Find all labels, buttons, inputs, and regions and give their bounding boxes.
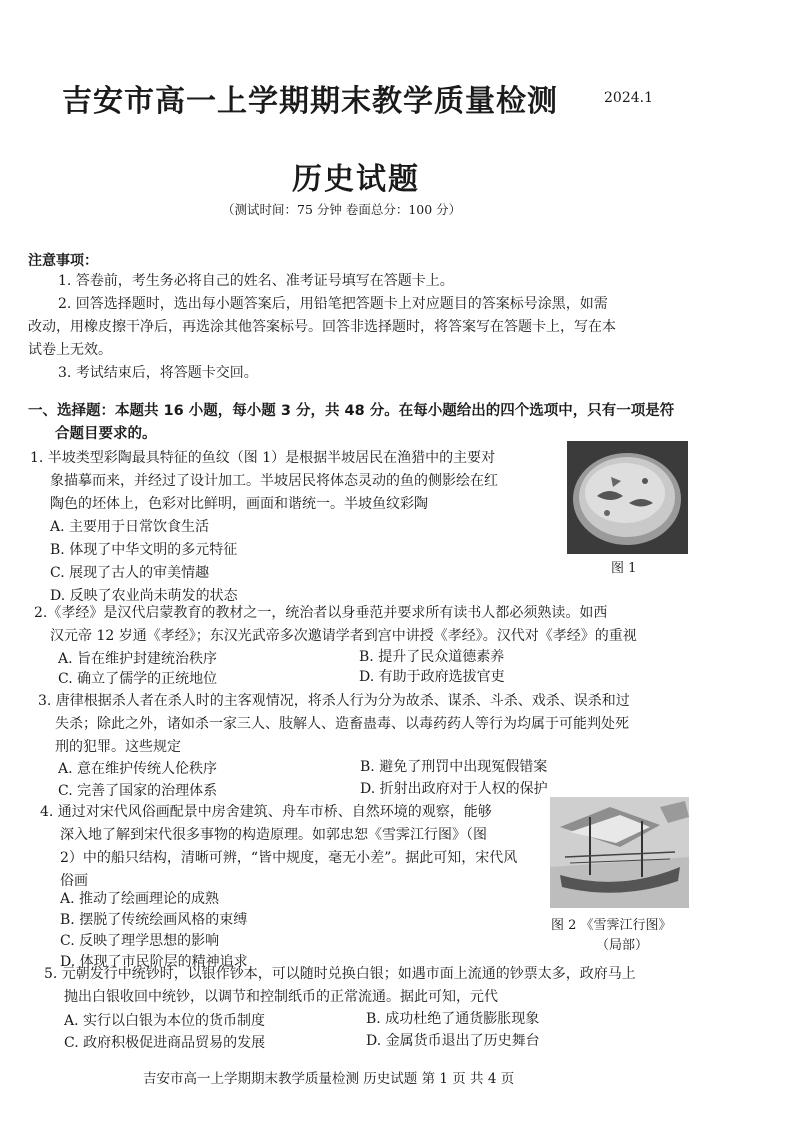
question-text: 刑的犯罪。这些规定 bbox=[55, 739, 181, 755]
option-d: D. 金属货币退出了历史舞台 bbox=[366, 1033, 540, 1049]
option-d: D. 折射出政府对于人权的保护 bbox=[360, 781, 548, 797]
option-b: B. 成功杜绝了通货膨胀现象 bbox=[366, 1011, 540, 1027]
option-a: A. 实行以白银为本位的货币制度 bbox=[64, 1013, 266, 1029]
notice-item: 改动，用橡皮擦干净后，再选涂其他答案标号。回答非选择题时，将答案写在答题卡上，写在本 bbox=[28, 319, 616, 335]
figure-caption: （局部） bbox=[596, 938, 649, 953]
option-c: C. 完善了国家的治理体系 bbox=[58, 783, 218, 799]
notice-item: 2. 回答选择题时，选出每小题答案后，用铅笔把答题卡上对应题目的答案标号涂黑，如需 bbox=[58, 296, 608, 312]
question-text: 1. 半坡类型彩陶最具特征的鱼纹（图 1）是根据半坡居民在渔猎中的主要对 bbox=[30, 450, 496, 466]
notice-item: 试卷上无效。 bbox=[28, 342, 112, 358]
option-b: B. 提升了民众道德素养 bbox=[359, 649, 505, 665]
question-text: 5. 元朝发行中统钞时，以银作钞本，可以随时兑换白银；如遇市面上流通的钞票太多，政府马上 bbox=[44, 966, 636, 982]
option-b: B. 体现了中华文明的多元特征 bbox=[50, 542, 238, 558]
notice-heading: 注意事项： bbox=[28, 253, 98, 269]
question-text: 3. 唐律根据杀人者在杀人时的主客观情况，将杀人行为分为故杀、谋杀、斗杀、戏杀、误杀和过 bbox=[38, 693, 630, 709]
option-d: D. 有助于政府选拔官吏 bbox=[359, 669, 505, 685]
option-a: A. 主要用于日常饮食生活 bbox=[50, 519, 210, 535]
option-b: B. 避免了刑罚中出现冤假错案 bbox=[360, 759, 548, 775]
exam-title: 吉安市高一上学期期末教学质量检测 bbox=[62, 84, 558, 119]
snow-river-painting-figure bbox=[550, 797, 689, 908]
question-text: 象描摹而来，并经过了设计加工。半坡居民将体态灵动的鱼的侧影绘在红 bbox=[50, 473, 498, 489]
section-heading: 合题目要求的。 bbox=[55, 426, 157, 442]
question-text: 失杀；除此之外，诸如杀一家三人、肢解人、造畜蛊毒、以毒药药人等行为均属于可能判处死 bbox=[55, 716, 629, 732]
question-text: 2.《孝经》是汉代启蒙教育的教材之一，统治者以身垂范并要求所有读书人都必须熟读。如西 bbox=[34, 605, 608, 621]
option-c: C. 政府积极促进商品贸易的发展 bbox=[64, 1035, 266, 1051]
option-d: D. 反映了农业尚未萌发的状态 bbox=[50, 588, 238, 604]
section-heading: 一、选择题：本题共 16 小题，每小题 3 分，共 48 分。在每小题给出的四个选项中，只有一项是符 bbox=[28, 403, 675, 419]
subject-title: 历史试题 bbox=[292, 162, 420, 197]
option-c: C. 展现了古人的审美情趣 bbox=[50, 565, 210, 581]
notice-item: 1. 答卷前，考生务必将自己的姓名、准考证号填写在答题卡上。 bbox=[58, 273, 454, 289]
question-text: 2）中的船只结构，清晰可辨，“皆中规度，毫无小差”。据此可知，宋代风 bbox=[60, 850, 518, 866]
question-text: 陶色的坯体上，色彩对比鲜明，画面和谐统一。半坡鱼纹彩陶 bbox=[50, 496, 428, 512]
question-text: 4. 通过对宋代风俗画配景中房舍建筑、舟车市桥、自然环境的观察，能够 bbox=[40, 804, 492, 820]
question-text: 抛出白银收回中统钞，以调节和控制纸币的正常流通。据此可知，元代 bbox=[64, 989, 498, 1005]
option-a: A. 旨在维护封建统治秩序 bbox=[58, 651, 218, 667]
option-b: B. 摆脱了传统绘画风格的束缚 bbox=[60, 912, 248, 928]
notice-item: 3. 考试结束后，将答题卡交回。 bbox=[58, 365, 258, 381]
page-footer: 吉安市高一上学期期末教学质量检测 历史试题 第 1 页 共 4 页 bbox=[143, 1071, 515, 1087]
exam-date: 2024.1 bbox=[604, 90, 653, 106]
figure-caption: 图 2 《雪霁江行图》 bbox=[551, 918, 672, 933]
option-c: C. 反映了理学思想的影响 bbox=[60, 933, 220, 949]
question-text: 俗画 bbox=[60, 873, 88, 889]
option-a: A. 推动了绘画理论的成熟 bbox=[60, 891, 220, 907]
option-a: A. 意在维护传统人伦秩序 bbox=[58, 761, 218, 777]
option-c: C. 确立了儒学的正统地位 bbox=[58, 671, 218, 687]
question-text: 汉元帝 12 岁通《孝经》；东汉光武帝多次邀请学者到宫中讲授《孝经》。汉代对《孝经》的重视 bbox=[50, 628, 637, 644]
fish-pottery-figure bbox=[567, 441, 688, 554]
question-text: 深入地了解到宋代很多事物的构造原理。如郭忠恕《雪霁江行图》（图 bbox=[60, 827, 487, 843]
figure-caption: 图 1 bbox=[611, 561, 637, 576]
test-info: （测试时间：75 分钟 卷面总分：100 分） bbox=[222, 202, 462, 217]
option-d: D. 体现了市民阶层的精神追求 bbox=[60, 954, 248, 970]
